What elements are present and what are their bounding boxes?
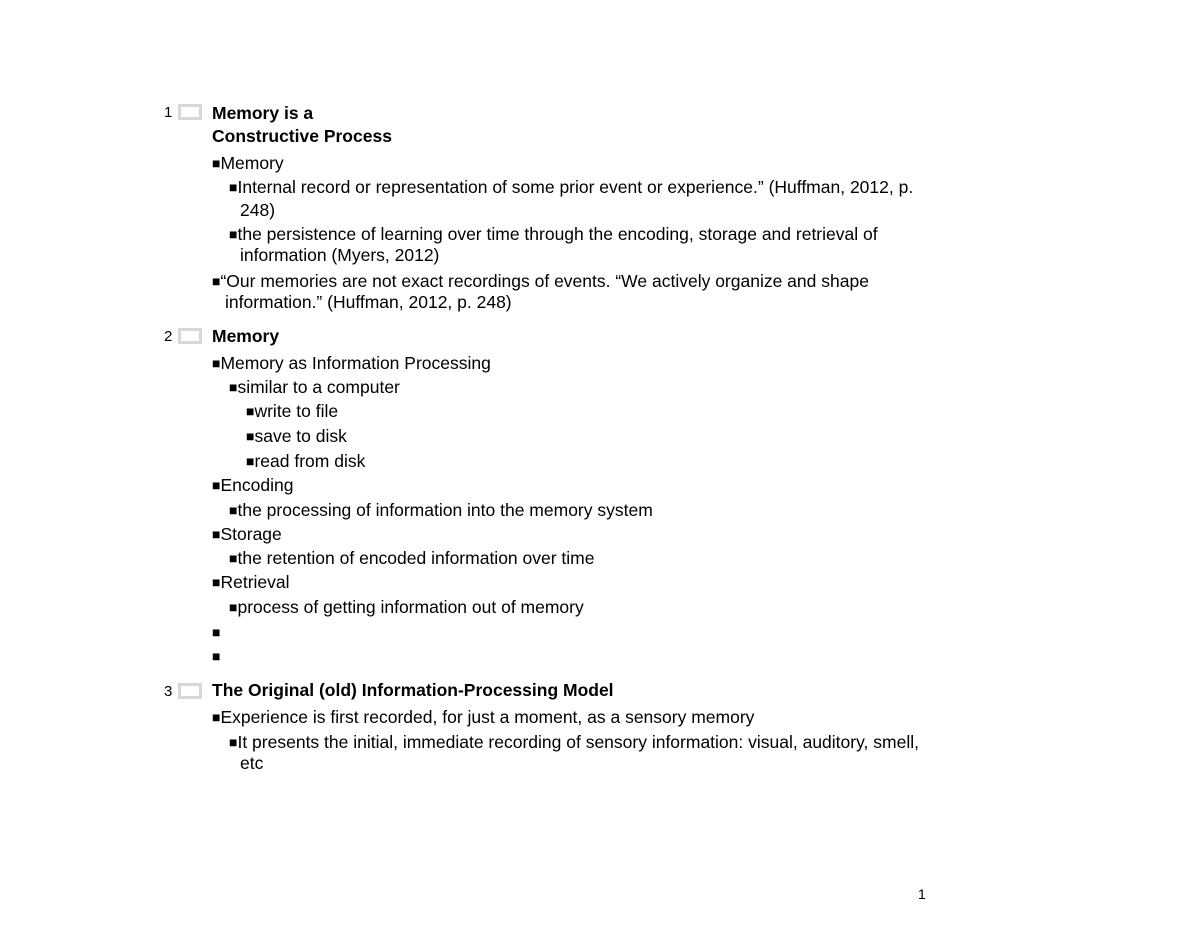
- bullet-icon: ■: [229, 550, 238, 566]
- slide-thumbnail[interactable]: [178, 683, 202, 699]
- bullet-icon: ■: [212, 477, 221, 493]
- bullet-level-1: [212, 475, 293, 497]
- bullet-text: Memory as Information Processing: [220, 353, 491, 373]
- slide-thumbnail[interactable]: [178, 104, 202, 120]
- bullet-icon: ■: [246, 453, 255, 469]
- bullet-level-3: [246, 401, 338, 423]
- slide-thumbnail[interactable]: [178, 328, 202, 344]
- page-number: 1: [918, 886, 926, 902]
- bullet-icon: ■: [246, 403, 255, 419]
- bullet-icon: ■: [212, 155, 221, 171]
- bullet-text: similar to a computer: [237, 377, 400, 397]
- bullet-level-1: [212, 153, 284, 175]
- bullet-icon: ■: [229, 502, 238, 518]
- bullet-text: It presents the initial, immediate recording of sensory information: visual, auditory, smell,: [237, 732, 919, 752]
- bullet-icon: ■: [229, 599, 238, 615]
- bullet-icon: ■: [212, 273, 221, 289]
- bullet-icon: ■: [246, 428, 255, 444]
- bullet-icon: ■: [229, 379, 238, 395]
- bullet-text: the persistence of learning over time through the encoding, storage and retrieval of: [237, 224, 878, 244]
- bullet-text: Memory: [220, 153, 284, 173]
- bullet-level-1: [212, 524, 282, 546]
- bullet-text: Storage: [220, 524, 282, 544]
- bullet-text: Retrieval: [220, 572, 290, 592]
- bullet-continuation: information.” (Huffman, 2012, p. 248): [225, 292, 512, 312]
- bullet-level-1: [212, 353, 491, 375]
- bullet-level-2: [229, 177, 913, 199]
- bullet-text: the processing of information into the memory system: [237, 500, 653, 520]
- bullet-level-1: [212, 271, 869, 293]
- bullet-icon: ■: [212, 526, 221, 542]
- bullet-level-1: [212, 572, 290, 594]
- bullet-continuation: etc: [240, 753, 264, 773]
- bullet-text: Encoding: [220, 475, 294, 495]
- bullet-level-1-empty: [212, 622, 220, 644]
- bullet-level-2: [229, 377, 400, 399]
- bullet-text: read from disk: [254, 451, 366, 471]
- bullet-level-3: [246, 451, 365, 473]
- slide-title: [212, 102, 392, 148]
- slide-title-line: Memory is a: [212, 103, 314, 123]
- bullet-level-1-empty: [212, 646, 220, 668]
- bullet-text: “Our memories are not exact recordings of events. “We actively organize and shape: [220, 271, 869, 291]
- slide-title: The Original (old) Information-Processing Model: [212, 680, 614, 700]
- bullet-icon: ■: [212, 709, 221, 725]
- bullet-icon: ■: [229, 179, 238, 195]
- bullet-text: Internal record or representation of some prior event or experience.” (Huffman, 2012, p.: [237, 177, 914, 197]
- slide-title-line: Constructive Process: [212, 126, 392, 146]
- bullet-level-2: [229, 597, 584, 619]
- bullet-icon: ■: [212, 624, 221, 640]
- slide-number: 2: [164, 328, 173, 345]
- bullet-icon: ■: [229, 734, 238, 750]
- bullet-level-2: [229, 732, 919, 754]
- bullet-text: write to file: [254, 401, 339, 421]
- bullet-continuation: information (Myers, 2012): [240, 245, 440, 265]
- bullet-text: the retention of encoded information over time: [237, 548, 595, 568]
- bullet-level-1: [212, 707, 754, 729]
- bullet-icon: ■: [212, 648, 221, 664]
- bullet-text: save to disk: [254, 426, 347, 446]
- bullet-text: Experience is first recorded, for just a moment, as a sensory memory: [220, 707, 755, 727]
- bullet-level-2: [229, 500, 653, 522]
- bullet-icon: ■: [229, 226, 238, 242]
- bullet-text: process of getting information out of memory: [237, 597, 584, 617]
- bullet-level-2: [229, 548, 594, 570]
- slide-number: 3: [164, 683, 173, 700]
- bullet-icon: ■: [212, 355, 221, 371]
- slide-title: Memory: [212, 326, 280, 346]
- bullet-level-3: [246, 426, 347, 448]
- bullet-icon: ■: [212, 574, 221, 590]
- bullet-level-2: [229, 224, 878, 246]
- slide-number: 1: [164, 104, 173, 121]
- bullet-continuation: 248): [240, 200, 276, 220]
